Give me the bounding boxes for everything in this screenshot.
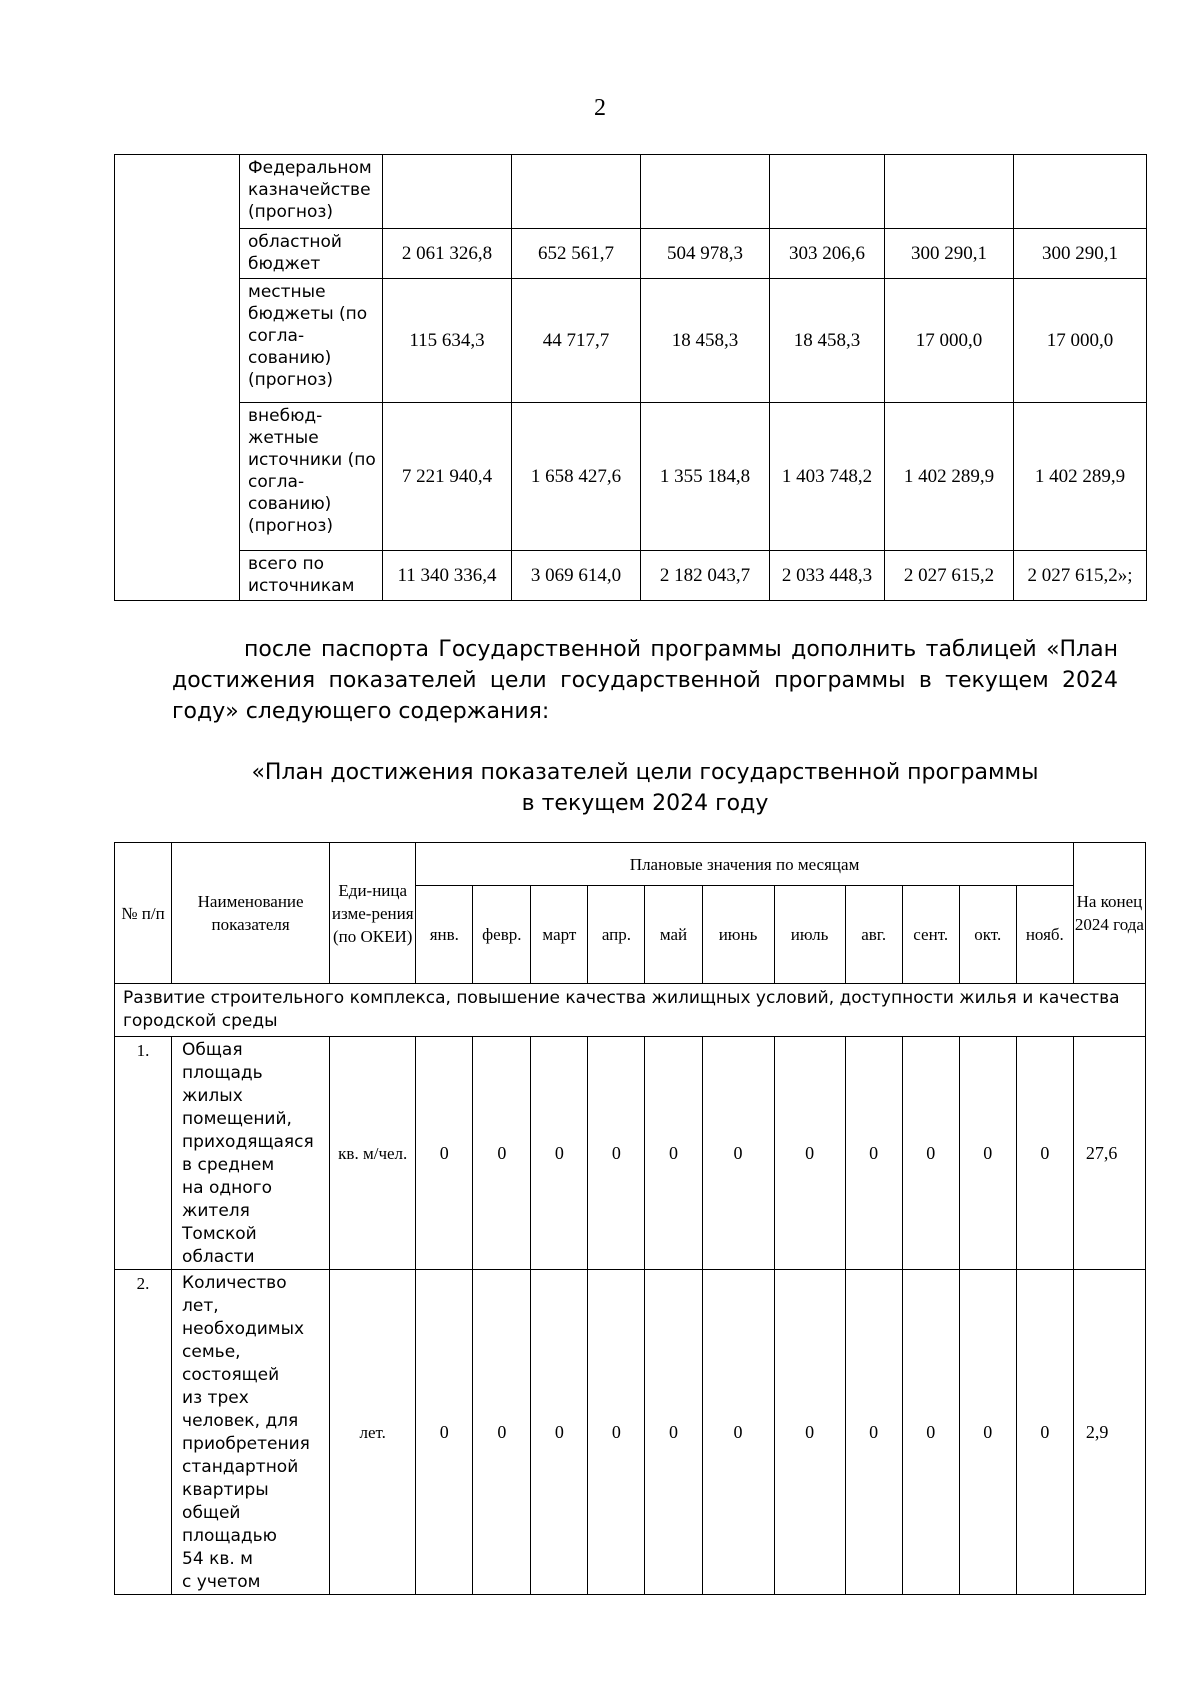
month-value: 0	[1016, 1270, 1073, 1595]
month-value: 0	[902, 1270, 959, 1595]
header-month: сент.	[902, 886, 959, 984]
month-value: 0	[845, 1270, 902, 1595]
month-value: 0	[416, 1037, 473, 1270]
amendment-text: после паспорта Государственной программы дополнить таблицей «План достижения показателей цели государственной программы в текущем 2024 году» следующего содержания:	[172, 637, 1118, 724]
funding-value: 300 290,1	[1014, 229, 1147, 279]
month-value: 0	[531, 1037, 588, 1270]
month-value: 0	[774, 1037, 845, 1270]
funding-value	[1014, 155, 1147, 229]
month-value: 0	[959, 1270, 1016, 1595]
funding-row-label: Федеральном казначействе (прогноз)	[240, 155, 383, 229]
row-unit: кв. м/чел.	[330, 1037, 416, 1270]
header-monthly: Плановые значения по месяцам	[416, 843, 1074, 886]
month-value: 0	[902, 1037, 959, 1270]
funding-value: 44 717,7	[512, 279, 641, 403]
funding-value: 2 061 326,8	[383, 229, 512, 279]
funding-row	[115, 551, 1147, 601]
header-month: февр.	[473, 886, 531, 984]
end-value: 2,9	[1073, 1270, 1145, 1595]
funding-value	[885, 155, 1014, 229]
row-name: Общая площадь жилых помещений, приходящаяся в среднем на одного жителя Томской области	[172, 1037, 330, 1270]
funding-row	[115, 403, 1147, 551]
header-month: май	[645, 886, 702, 984]
funding-value: 1 402 289,9	[885, 403, 1014, 551]
section-row	[115, 984, 1146, 1037]
funding-value: 652 561,7	[512, 229, 641, 279]
month-value: 0	[588, 1037, 645, 1270]
funding-value: 303 206,6	[770, 229, 885, 279]
end-value: 27,6	[1073, 1037, 1145, 1270]
plan-heading	[0, 757, 1200, 819]
funding-value	[512, 155, 641, 229]
funding-value: 2 033 448,3	[770, 551, 885, 601]
month-value: 0	[645, 1037, 702, 1270]
month-value: 0	[774, 1270, 845, 1595]
funding-value: 7 221 940,4	[383, 403, 512, 551]
month-value: 0	[473, 1037, 531, 1270]
month-value: 0	[1016, 1037, 1073, 1270]
header-month: окт.	[959, 886, 1016, 984]
funding-value: 2 182 043,7	[641, 551, 770, 601]
funding-value: 2 027 615,2»;	[1014, 551, 1147, 601]
funding-value: 115 634,3	[383, 279, 512, 403]
header-month: апр.	[588, 886, 645, 984]
page-number: 2	[594, 95, 606, 121]
month-value: 0	[473, 1270, 531, 1595]
funding-value: 18 458,3	[770, 279, 885, 403]
month-value: 0	[702, 1037, 774, 1270]
funding-value: 17 000,0	[1014, 279, 1147, 403]
funding-row	[115, 155, 1147, 229]
plan-row	[115, 1270, 1146, 1595]
funding-value	[383, 155, 512, 229]
funding-row-label: всего по источникам	[240, 551, 383, 601]
row-name: Количество лет, необходимых семье, состоящей из трех человек, для приобретения стандартной квартиры общей площадью 54 кв. м с учетом	[172, 1270, 330, 1595]
month-value: 0	[702, 1270, 774, 1595]
funding-blank-cell	[115, 155, 240, 601]
plan-heading-line2: в текущем 2024 году	[521, 791, 769, 816]
funding-value	[641, 155, 770, 229]
header-num: № п/п	[115, 843, 172, 984]
funding-value	[770, 155, 885, 229]
funding-value: 1 658 427,6	[512, 403, 641, 551]
row-unit: лет.	[330, 1270, 416, 1595]
header-month: июнь	[702, 886, 774, 984]
funding-value: 11 340 336,4	[383, 551, 512, 601]
plan-row	[115, 1037, 1146, 1270]
amendment-paragraph	[172, 634, 1118, 727]
row-num: 2.	[115, 1270, 172, 1595]
header-end: На конец 2024 года	[1073, 843, 1145, 984]
header-month: март	[531, 886, 588, 984]
header-month: авг.	[845, 886, 902, 984]
month-value: 0	[416, 1270, 473, 1595]
section-title: Развитие строительного комплекса, повышение качества жилищных условий, доступности жилья и качества городской среды	[115, 984, 1146, 1037]
funding-row-label: внебюд-жетные источники (по согла-сованию) (прогноз)	[240, 403, 383, 551]
funding-value: 1 355 184,8	[641, 403, 770, 551]
plan-header-row	[115, 843, 1146, 886]
funding-row-label: областной бюджет	[240, 229, 383, 279]
funding-value: 18 458,3	[641, 279, 770, 403]
header-unit: Еди-ница изме-рения (по ОКЕИ)	[330, 843, 416, 984]
month-value: 0	[959, 1037, 1016, 1270]
header-month: июль	[774, 886, 845, 984]
funding-row-label: местные бюджеты (по согла-сованию) (прогноз)	[240, 279, 383, 403]
funding-value: 1 403 748,2	[770, 403, 885, 551]
funding-table	[114, 154, 1147, 601]
funding-value: 1 402 289,9	[1014, 403, 1147, 551]
month-value: 0	[845, 1037, 902, 1270]
month-value: 0	[531, 1270, 588, 1595]
funding-value: 300 290,1	[885, 229, 1014, 279]
row-num: 1.	[115, 1037, 172, 1270]
plan-heading-line1: «План достижения показателей цели государственной программы	[251, 760, 1039, 785]
month-value: 0	[645, 1270, 702, 1595]
funding-row	[115, 279, 1147, 403]
funding-value: 504 978,3	[641, 229, 770, 279]
header-name: Наименование показателя	[172, 843, 330, 984]
header-month: янв.	[416, 886, 473, 984]
month-value: 0	[588, 1270, 645, 1595]
funding-value: 3 069 614,0	[512, 551, 641, 601]
funding-value: 2 027 615,2	[885, 551, 1014, 601]
funding-value: 17 000,0	[885, 279, 1014, 403]
header-month: нояб.	[1016, 886, 1073, 984]
plan-table	[114, 842, 1146, 1595]
funding-row	[115, 229, 1147, 279]
